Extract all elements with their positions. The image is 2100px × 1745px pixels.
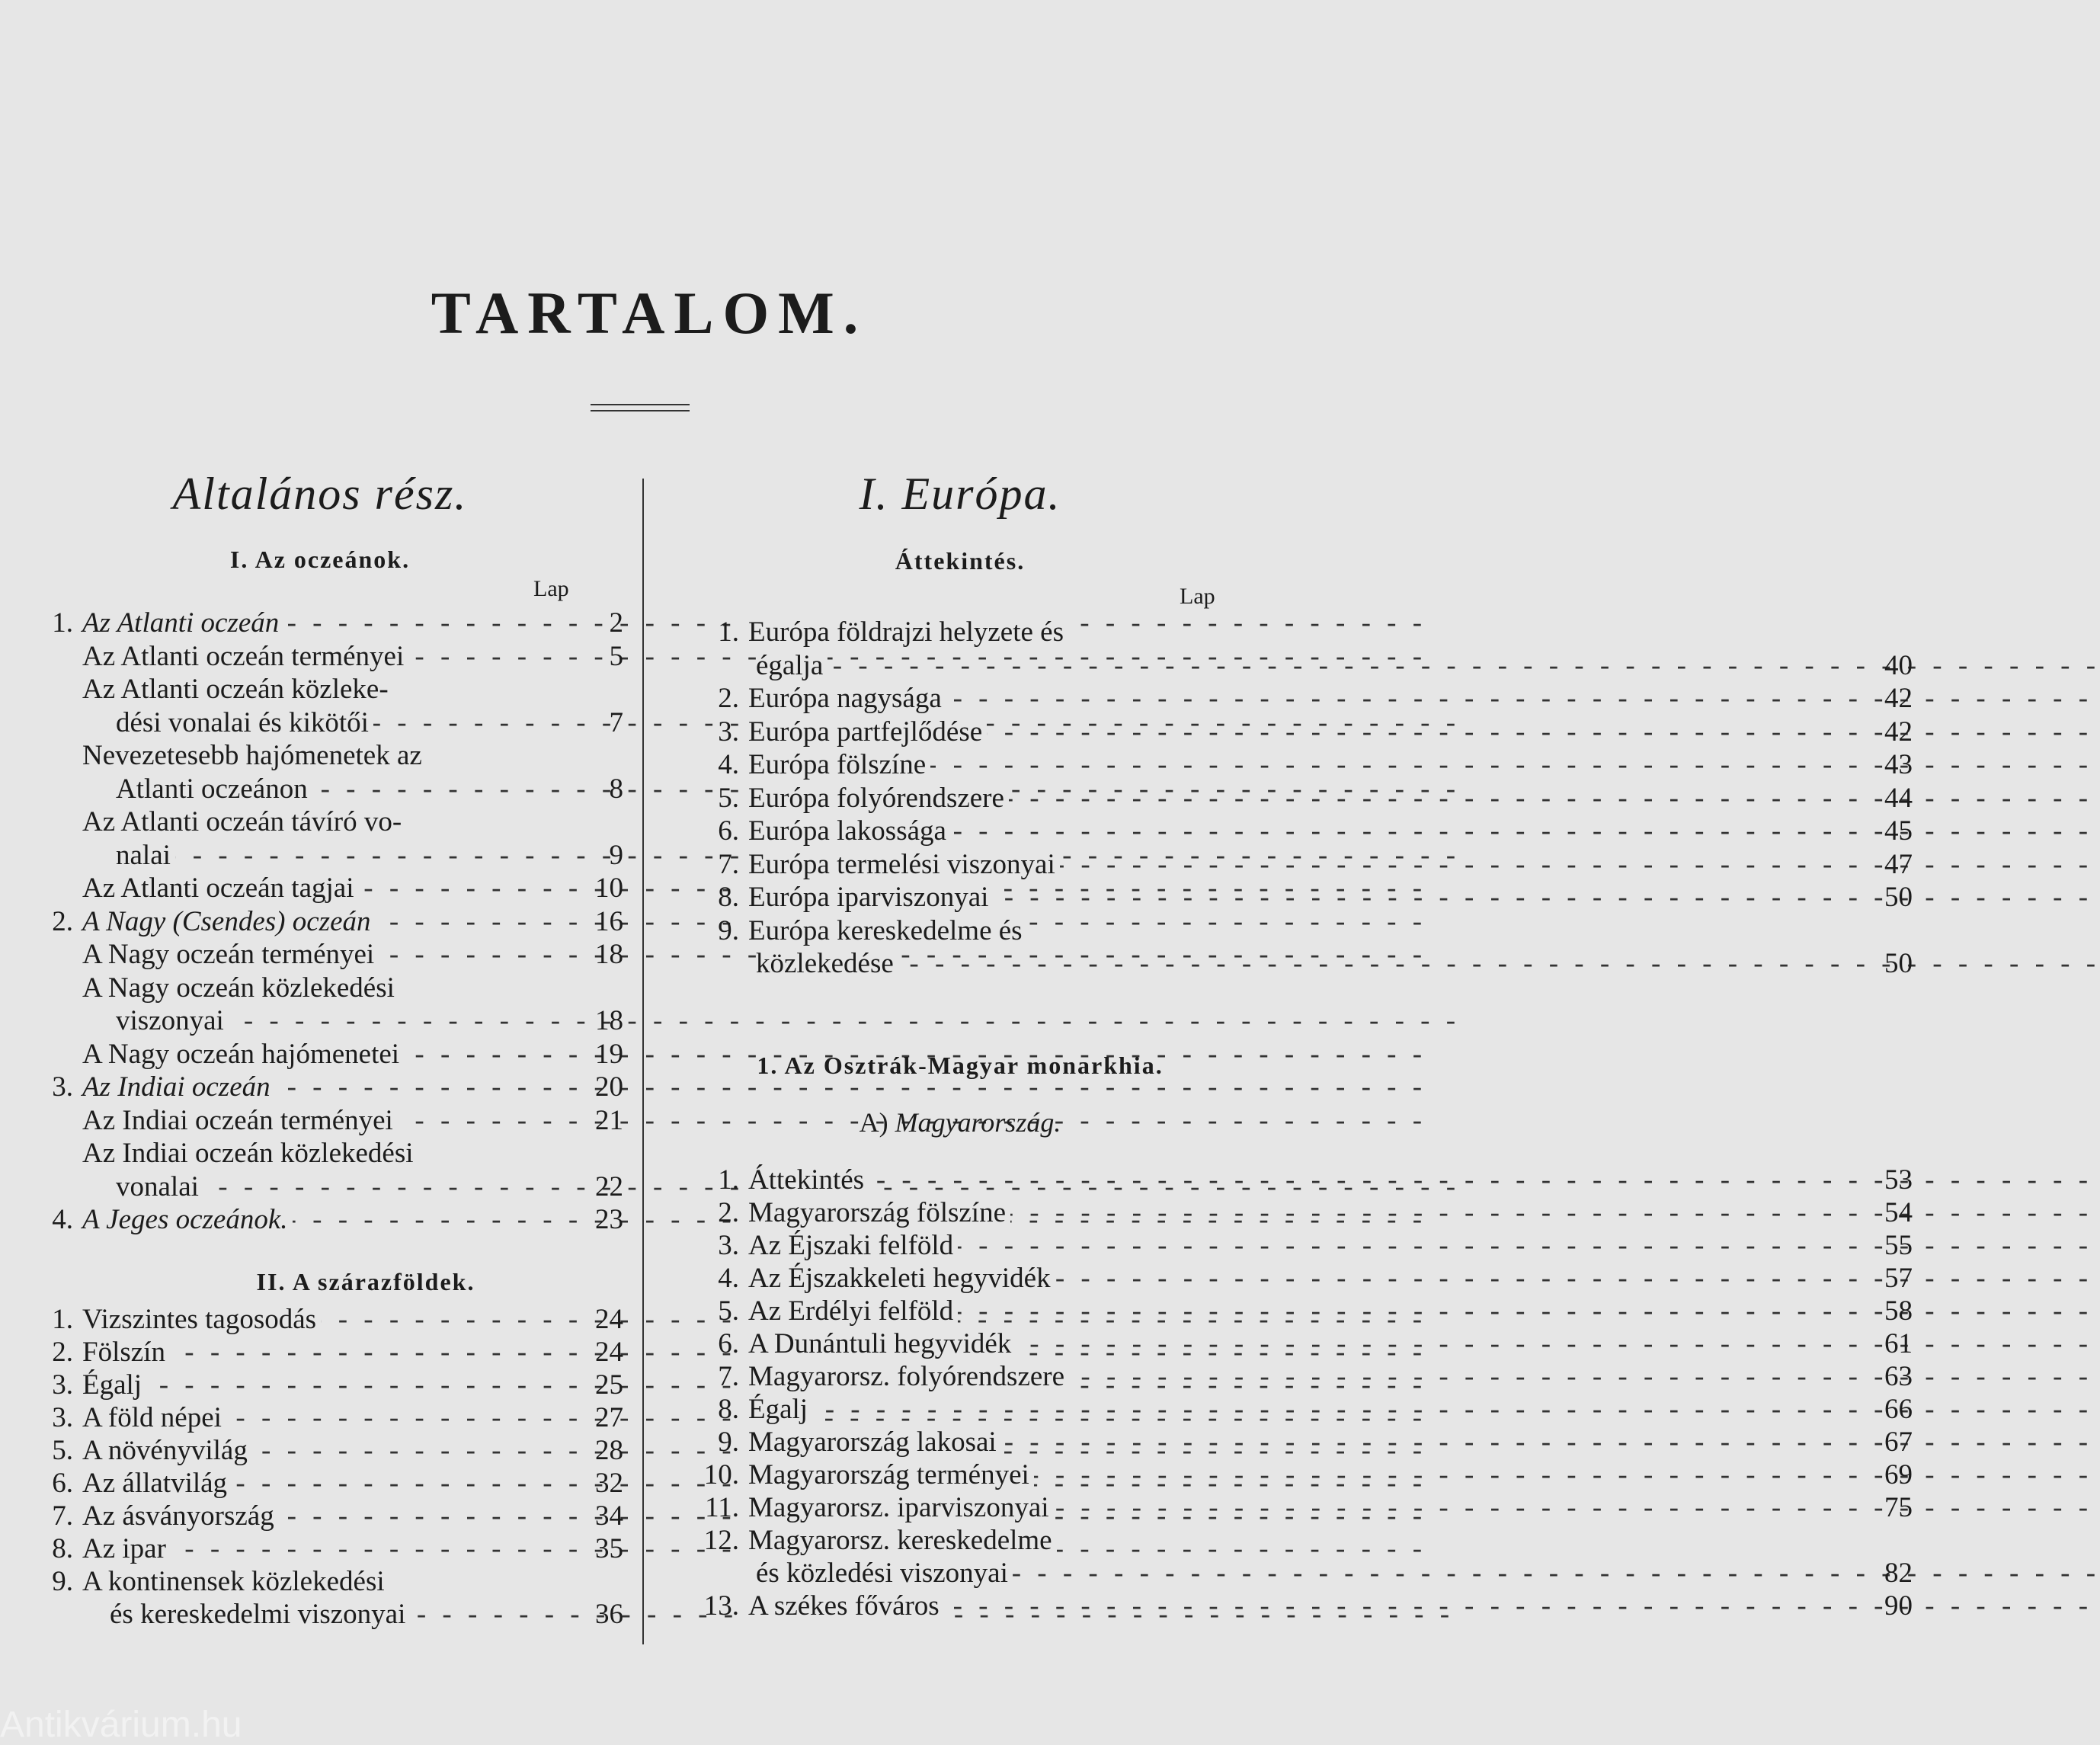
toc-page-number: 34: [595, 1500, 623, 1532]
toc-entry-title: Atlanti oczeánon: [116, 773, 312, 805]
toc-page-number: 58: [1884, 1295, 1913, 1327]
toc-number: 8.: [718, 1394, 739, 1425]
toc-row: [678, 815, 1913, 847]
toc-entry-title: Európa partfejlődése: [748, 716, 987, 748]
toc-row: [30, 839, 623, 872]
toc-row: [30, 706, 623, 739]
toc-row: [30, 1565, 602, 1598]
toc-row: [678, 1295, 1913, 1327]
toc-page-number: 20: [595, 1071, 623, 1103]
toc-page-number: 61: [1884, 1328, 1913, 1359]
toc-row: [678, 914, 1242, 947]
toc-entry-title: Nevezetesebb hajómenetek az: [82, 740, 427, 771]
toc-entry-title: Az Atlanti oczeán: [82, 607, 283, 639]
toc-entry-title: A Nagy oczeán terményei: [82, 939, 379, 970]
toc-entry-title: Európa termelési viszonyai: [748, 849, 1060, 880]
toc-page-number: 8: [609, 773, 623, 805]
toc-number: 12.: [703, 1525, 739, 1556]
sub-heading-name: Magyarország.: [895, 1107, 1061, 1138]
toc-row: [678, 782, 1913, 815]
toc-row: [30, 1203, 623, 1236]
toc-page-number: 18: [595, 1005, 623, 1036]
toc-row: [30, 1500, 623, 1532]
toc-page-number: 53: [1884, 1164, 1913, 1196]
toc-entry-title: vonalai: [116, 1171, 203, 1202]
toc-row: [30, 673, 602, 706]
right-part-title: I. Európa.: [859, 469, 1061, 519]
toc-page-number: 57: [1884, 1263, 1913, 1294]
toc-entry-title: Európa kereskedelme és: [748, 915, 1027, 946]
toc-page-number: 75: [1884, 1492, 1913, 1523]
toc-entry-title: Magyarország lakosai: [748, 1426, 1001, 1458]
toc-entry-title: Az Atlanti oczeán tagjai: [82, 872, 359, 904]
toc-number: 6.: [52, 1468, 73, 1499]
title-rule-bottom: [591, 410, 690, 411]
toc-entry-title: Az állatvilág: [82, 1468, 232, 1499]
toc-number: 3.: [718, 716, 739, 748]
toc-entry-title: égalja: [756, 650, 828, 681]
toc-row: [678, 1196, 1913, 1229]
toc-entry-title: A növényvilág: [82, 1435, 252, 1466]
toc-row: [678, 1164, 1913, 1196]
toc-row: [678, 1393, 1913, 1426]
toc-row: [30, 1104, 623, 1137]
left-lap-label: Lap: [533, 576, 569, 601]
toc-number: 3.: [718, 1230, 739, 1261]
toc-number: 9.: [718, 914, 739, 946]
toc-entry-title: A föld népei: [82, 1402, 226, 1433]
toc-number: 4.: [718, 749, 739, 780]
sub-heading-prefix: A): [859, 1107, 888, 1138]
right-overview-heading: Áttekintés.: [895, 547, 1026, 575]
toc-row: [30, 739, 602, 772]
toc-row: [30, 640, 623, 673]
toc-page-number: 24: [595, 1337, 623, 1368]
toc-number: 8.: [718, 882, 739, 913]
toc-page-number: 7: [609, 706, 623, 738]
toc-row: [678, 881, 1913, 914]
toc-page-number: 22: [595, 1170, 623, 1202]
toc-page-number: 50: [1884, 882, 1913, 913]
toc-row: [678, 1426, 1913, 1458]
toc-number: 10.: [703, 1459, 739, 1490]
toc-entry-title: Európa iparviszonyai: [748, 882, 993, 913]
toc-entry-title: Az Éjszakkeleti hegyvidék: [748, 1263, 1055, 1294]
toc-page-number: 2: [609, 607, 623, 639]
toc-page-number: 45: [1884, 815, 1913, 847]
toc-row: [30, 1467, 623, 1500]
toc-row: [678, 682, 1913, 715]
toc-page-number: 28: [595, 1435, 623, 1466]
toc-page-number: 16: [595, 905, 623, 937]
toc-number: 4.: [52, 1204, 73, 1235]
toc-number: 9.: [718, 1426, 739, 1458]
toc-page-number: 63: [1884, 1361, 1913, 1392]
toc-row: [30, 1303, 623, 1336]
toc-entry-title: Áttekintés: [748, 1164, 869, 1196]
toc-number: 6.: [718, 815, 739, 847]
toc-number: 3.: [52, 1369, 73, 1401]
toc-entry-title: Az Indiai oczeán: [82, 1071, 275, 1103]
toc-number: 5.: [52, 1435, 73, 1466]
toc-row: [678, 1262, 1913, 1295]
toc-row: [678, 716, 1913, 748]
toc-page-number: 35: [595, 1533, 623, 1564]
toc-row: [30, 773, 623, 805]
toc-row: [30, 1532, 623, 1565]
toc-page-number: 42: [1884, 683, 1913, 714]
toc-row: [678, 1229, 1913, 1262]
toc-entry-title: Európa nagysága: [748, 683, 946, 714]
toc-number: 1.: [52, 607, 73, 639]
toc-row: [30, 905, 623, 938]
toc-row: [678, 1360, 1913, 1393]
toc-entry-title: Az Atlanti oczeán terményei: [82, 641, 408, 672]
toc-page-number: 32: [595, 1468, 623, 1499]
toc-number: 2.: [718, 683, 739, 714]
right-lap-label: Lap: [1180, 584, 1215, 609]
toc-row: [678, 1491, 1913, 1524]
toc-page-number: 23: [595, 1204, 623, 1235]
toc-number: 3.: [52, 1402, 73, 1433]
toc-page-number: 24: [595, 1304, 623, 1335]
toc-entry-title: A Nagy oczeán hajómenetei: [82, 1039, 404, 1070]
toc-row: [678, 616, 1242, 648]
toc-row: [30, 938, 623, 971]
toc-number: 3.: [52, 1071, 73, 1103]
title-rule-top: [591, 404, 690, 405]
toc-row: [678, 947, 1913, 980]
toc-number: 7.: [718, 1361, 739, 1392]
toc-page-number: 54: [1884, 1197, 1913, 1228]
toc-entry-title: Az ipar: [82, 1533, 171, 1564]
toc-page-number: 55: [1884, 1230, 1913, 1261]
toc-page-number: 21: [595, 1104, 623, 1136]
toc-number: 5.: [718, 1295, 739, 1327]
toc-entry-title: A Nagy oczeán közlekedési: [82, 972, 399, 1004]
toc-page-number: 10: [595, 872, 623, 904]
toc-entry-title: A kontinensek közlekedési: [82, 1566, 389, 1597]
toc-entry-title: és közledési viszonyai: [756, 1558, 1013, 1589]
toc-entry-title: viszonyai: [116, 1005, 229, 1036]
toc-page-number: 50: [1884, 948, 1913, 979]
toc-row: [30, 1038, 623, 1071]
toc-number: 1.: [718, 616, 739, 648]
toc-page-number: 5: [609, 640, 623, 672]
toc-row: [30, 1004, 623, 1037]
toc-row: [30, 872, 623, 905]
toc-page-number: 43: [1884, 749, 1913, 780]
right-monarchy-heading: 1. Az Osztrák-Magyar monarkhia.: [757, 1052, 1164, 1079]
toc-entry-title: Magyarorsz. kereskedelme: [748, 1525, 1057, 1556]
toc-entry-title: Fölszín: [82, 1337, 170, 1368]
toc-number: 13.: [703, 1590, 739, 1622]
toc-row: [30, 1137, 602, 1170]
toc-page-number: 9: [609, 839, 623, 871]
toc-number: 2.: [52, 1337, 73, 1368]
toc-entry-title: Az ásványország: [82, 1500, 279, 1532]
toc-page-number: 36: [595, 1599, 623, 1630]
toc-number: 6.: [718, 1328, 739, 1359]
left-section1-heading: I. Az oczeánok.: [229, 546, 411, 573]
toc-number: 4.: [718, 1263, 739, 1294]
watermark: Antikvárium.hu: [0, 1705, 242, 1745]
toc-page-number: 42: [1884, 716, 1913, 748]
toc-number: 7.: [718, 848, 739, 880]
toc-page-number: 25: [595, 1369, 623, 1401]
page-title: TARTALOM.: [431, 280, 868, 346]
toc-entry-title: dési vonalai és kikötői: [116, 707, 373, 738]
toc-row: [30, 1336, 623, 1369]
toc-number: 5.: [718, 782, 739, 814]
toc-entry-title: Magyarország terményei: [748, 1459, 1034, 1490]
toc-row: [678, 1327, 1913, 1360]
toc-entry-title: Európa földrajzi helyzete és: [748, 616, 1068, 648]
toc-row: [30, 805, 602, 838]
toc-page-number: 90: [1884, 1590, 1913, 1622]
toc-entry-title: nalai: [116, 840, 175, 871]
toc-row: [30, 1434, 623, 1467]
toc-entry-title: Az Indiai oczeán közlekedési: [82, 1138, 418, 1169]
toc-page-number: 69: [1884, 1459, 1913, 1490]
toc-row: [678, 848, 1913, 881]
toc-number: 2.: [52, 905, 73, 937]
toc-number: 2.: [718, 1197, 739, 1228]
toc-entry-title: A székes főváros: [748, 1590, 944, 1622]
right-sub-heading: [686, 1109, 1234, 1136]
toc-row: [30, 1598, 623, 1631]
toc-row: [30, 1401, 623, 1434]
toc-number: 8.: [52, 1533, 73, 1564]
toc-row: [678, 1557, 1913, 1590]
toc-entry-title: Magyarorsz. folyórendszere: [748, 1361, 1069, 1392]
toc-entry-title: Égalj: [82, 1369, 146, 1401]
column-divider: [642, 479, 644, 1644]
toc-entry-title: Európa fölszíne: [748, 749, 930, 780]
toc-entry-title: Az Atlanti oczeán távíró vo-: [82, 806, 406, 837]
toc-row: [30, 1170, 623, 1203]
toc-entry-title: A Nagy (Csendes) oczeán: [82, 906, 376, 937]
toc-entry-title: Vizszintes tagosodás: [82, 1304, 321, 1335]
toc-page-number: 27: [595, 1402, 623, 1433]
left-part-title: Altalános rész.: [172, 469, 468, 519]
toc-number: 9.: [52, 1566, 73, 1597]
toc-entry-title: Magyarország fölszíne: [748, 1197, 1010, 1228]
toc-entry-title: közlekedése: [756, 948, 898, 979]
toc-entry-title: Az Indiai oczeán terményei: [82, 1105, 398, 1136]
toc-page-number: 18: [595, 939, 623, 970]
toc-entry-title: A Jeges oczeánok.: [82, 1204, 293, 1235]
toc-entry-title: és kereskedelmi viszonyai: [110, 1599, 410, 1630]
left-section2-heading: II. A szárazföldek.: [256, 1268, 475, 1295]
toc-page-number: 44: [1884, 782, 1913, 814]
toc-entry-title: Az Erdélyi felföld: [748, 1295, 958, 1327]
toc-number: 11.: [705, 1492, 739, 1523]
toc-entry-title: Égalj: [748, 1394, 812, 1425]
toc-row: [678, 1590, 1913, 1622]
toc-number: 1.: [718, 1164, 739, 1196]
toc-entry-title: Európa folyórendszere: [748, 783, 1009, 814]
toc-row: [30, 607, 623, 639]
toc-row: [30, 1369, 623, 1401]
toc-row: [678, 1524, 1242, 1557]
toc-row: [30, 1071, 623, 1103]
toc-page-number: 47: [1884, 848, 1913, 880]
toc-number: 1.: [52, 1304, 73, 1335]
toc-row: [678, 748, 1913, 781]
toc-number: 7.: [52, 1500, 73, 1532]
toc-page-number: 82: [1884, 1558, 1913, 1589]
toc-row: [678, 1458, 1913, 1491]
toc-page-number: 66: [1884, 1394, 1913, 1425]
toc-entry-title: Az Atlanti oczeán közleke-: [82, 674, 393, 705]
toc-row: [30, 972, 602, 1004]
toc-page-number: 40: [1884, 649, 1913, 681]
toc-entry-title: Európa lakossága: [748, 815, 951, 847]
toc-entry-title: A Dunántuli hegyvidék: [748, 1328, 1016, 1359]
toc-page-number: 67: [1884, 1426, 1913, 1458]
toc-page-number: 19: [595, 1038, 623, 1070]
toc-entry-title: Magyarorsz. iparviszonyai: [748, 1492, 1054, 1523]
toc-entry-title: Az Éjszaki felföld: [748, 1230, 958, 1261]
toc-row: [678, 649, 1913, 682]
